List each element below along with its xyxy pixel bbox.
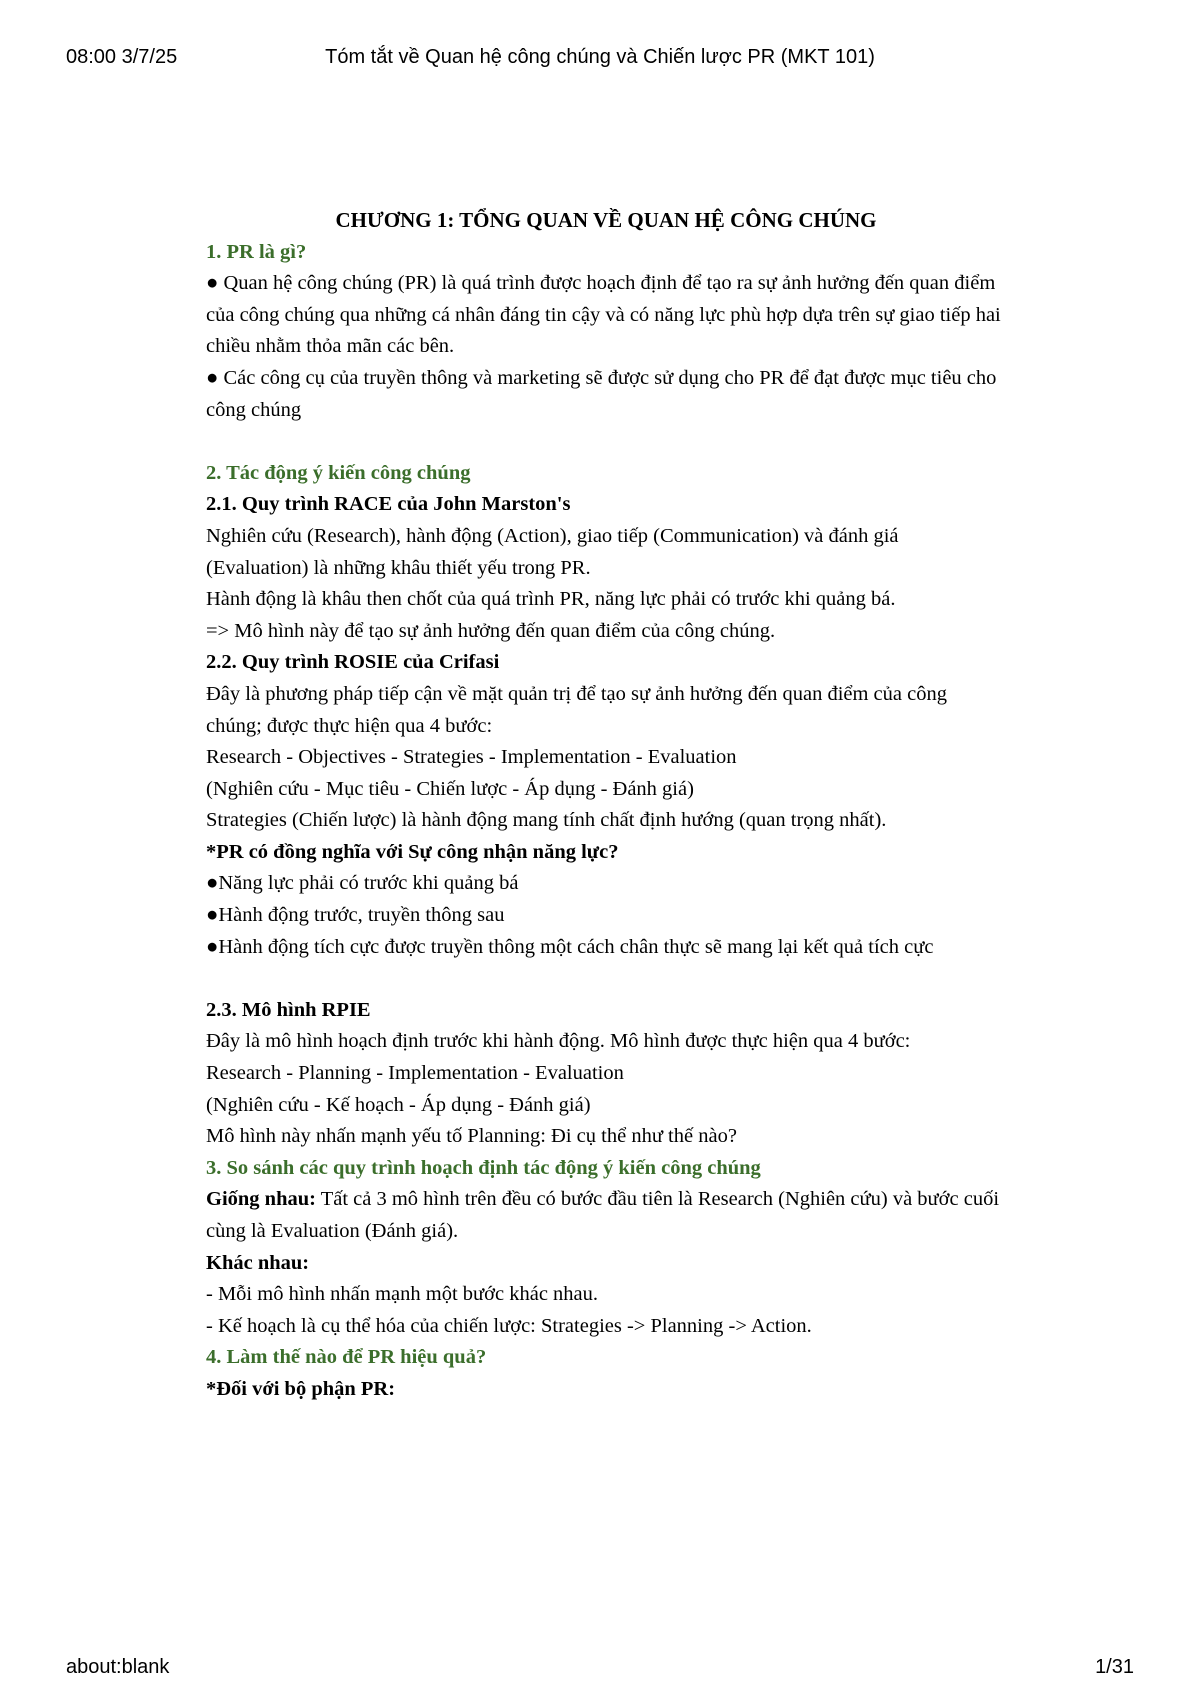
differences-label: Khác nhau: (206, 1251, 310, 1274)
blank-line (206, 426, 1006, 458)
section-1-heading: 1. PR là gì? (206, 240, 307, 263)
section-2-3-paragraph-2: Research - Planning - Implementation - Evaluation (206, 1062, 624, 1085)
section-2-2-bullet-1: ●Năng lực phải có trước khi quảng bá (206, 872, 519, 895)
chapter-title: CHƯƠNG 1: TỔNG QUAN VỀ QUAN HỆ CÔNG CHÚNG (335, 208, 877, 232)
section-2-3-heading: 2.3. Mô hình RPIE (206, 998, 371, 1021)
section-3-difference-1: - Mỗi mô hình nhấn mạnh một bước khác nhau. (206, 1283, 599, 1306)
section-3-heading: 3. So sánh các quy trình hoạch định tác động ý kiến công chúng (206, 1156, 761, 1179)
print-footer (66, 1652, 1134, 1682)
section-3-similarities (206, 1184, 1006, 1247)
print-datetime: 08:00 3/7/25 (66, 46, 178, 68)
similarities-label: Giống nhau: (206, 1188, 316, 1211)
section-2-1-paragraph-2: Hành động là khâu then chốt của quá trình PR, năng lực phải có trước khi quảng bá. (206, 588, 896, 611)
section-2-1-paragraph-3: => Mô hình này để tạo sự ảnh hưởng đến quan điểm của công chúng. (206, 619, 776, 642)
page-number: 1/31 (1095, 1656, 1134, 1678)
print-document-title: Tóm tắt về Quan hệ công chúng và Chiến lược PR (MKT 101) (325, 46, 875, 68)
section-2-heading: 2. Tác động ý kiến công chúng (206, 461, 471, 484)
section-2-1-paragraph-1: Nghiên cứu (Research), hành động (Action), giao tiếp (Communication) và đánh giá (Evaluation) là những khâu thiết yếu trong PR. (206, 524, 899, 579)
document-body (206, 205, 1006, 1406)
section-3-difference-2: - Kế hoạch là cụ thể hóa của chiến lược: Strategies -> Planning -> Action. (206, 1314, 812, 1337)
section-2-3-paragraph-4: Mô hình này nhấn mạnh yếu tố Planning: Đi cụ thể như thế nào? (206, 1125, 737, 1148)
section-2-2-paragraph-4: Strategies (Chiến lược) là hành động mang tính chất định hướng (quan trọng nhất). (206, 809, 887, 832)
section-1-paragraph-2: ● Các công cụ của truyền thông và marketing sẽ được sử dụng cho PR để đạt được mục tiêu cho công chúng (206, 366, 997, 421)
section-2-2-bullet-3: ●Hành động tích cực được truyền thông một cách chân thực sẽ mang lại kết quả tích cực (206, 935, 934, 958)
section-2-3-paragraph-1: Đây là mô hình hoạch định trước khi hành động. Mô hình được thực hiện qua 4 bước: (206, 1030, 911, 1053)
section-2-2-paragraph-2: Research - Objectives - Strategies - Implementation - Evaluation (206, 746, 737, 769)
print-header (66, 42, 1134, 72)
section-2-1-heading: 2.1. Quy trình RACE của John Marston's (206, 493, 571, 516)
blank-line (206, 963, 1006, 995)
section-2-2-bullet-2: ●Hành động trước, truyền thông sau (206, 904, 505, 927)
section-1-paragraph-1: ● Quan hệ công chúng (PR) là quá trình được hoạch định để tạo ra sự ảnh hưởng đến quan điểm của công chúng qua những cá nhân đáng tin cậy và có năng lực phù hợp dựa trên sự giao tiếp hai chiều nhằm thỏa mãn các bên. (206, 272, 1001, 358)
similarities-text: Tất cả 3 mô hình trên đều có bước đầu tiên là Research (Nghiên cứu) và bước cuối cùng là Evaluation (Đánh giá). (206, 1188, 1000, 1242)
print-url: about:blank (66, 1656, 170, 1678)
section-4-heading: 4. Làm thế nào để PR hiệu quả? (206, 1346, 487, 1369)
section-2-3-paragraph-3: (Nghiên cứu - Kế hoạch - Áp dụng - Đánh giá) (206, 1093, 591, 1116)
section-4-subheading: *Đối với bộ phận PR: (206, 1377, 396, 1400)
section-2-2-heading: 2.2. Quy trình ROSIE của Crifasi (206, 651, 500, 674)
section-2-2-paragraph-3: (Nghiên cứu - Mục tiêu - Chiến lược - Áp dụng - Đánh giá) (206, 777, 694, 800)
section-2-2-question: *PR có đồng nghĩa với Sự công nhận năng lực? (206, 840, 619, 863)
section-2-2-paragraph-1: Đây là phương pháp tiếp cận về mặt quản trị để tạo sự ảnh hưởng đến quan điểm của công chúng; được thực hiện qua 4 bước: (206, 682, 947, 737)
